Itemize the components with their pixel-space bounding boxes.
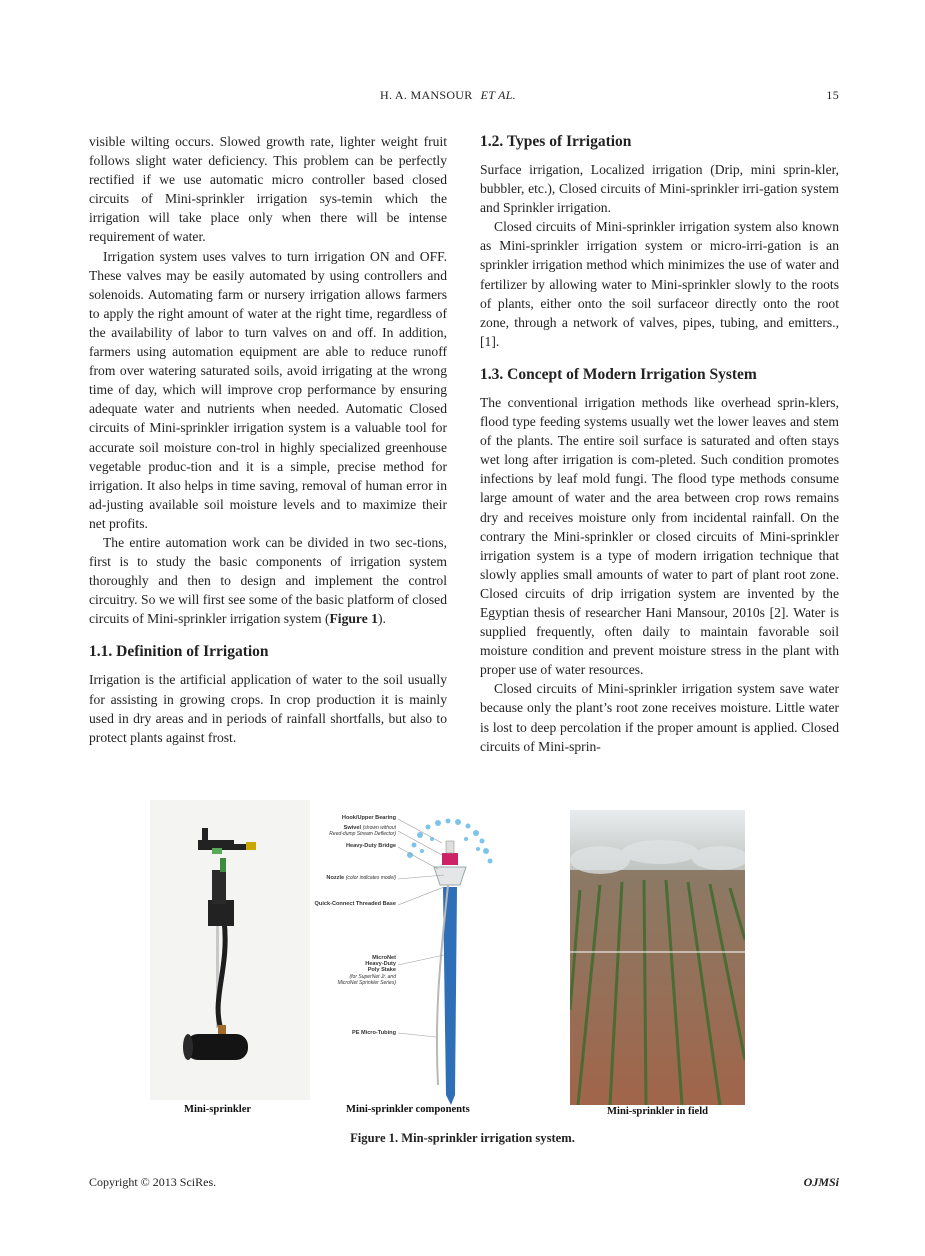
field-illustration <box>570 810 745 1105</box>
paragraph: Closed circuits of Mini-sprinkler irrigation system also known as Mini-sprinkler irrigation system or micro-irri-gation is an sprinkler irrigation method which minimizes the use of water and fertilizer by allowing water to Mini-sprinkler slowly to the roots of plants, either onto the soil surfaceor directly onto the root zone, through a network of valves, pipes, tubing, and emitters., [1]. <box>480 219 839 349</box>
paragraph: Irrigation is the artificial application of water to the soil usually for assisting in growing crops. In crop production it is mainly used in dry areas and in periods of rainfall shortfalls, but also to protect plants against frost. <box>89 672 447 745</box>
paragraph: Irrigation system uses valves to turn irrigation ON and OFF. These valves may be easily automated by using controllers and solenoids. Automating farm or nursery irrigation allows farmers to apply the right amount of water at the right time, regardless of the availability of labor to turn valves on and off. In addition, farmers using automation equipment are able to reduce runoff from over watering saturated soils, avoid irrigating at the wrong time of day, which will improve crop performance by ensuring adequate water and nutrients when needed. Automatic Closed circuits of Mini-sprinkler irrigation system is a valuable tool for accurate soil moisture con-trol in highly specialized greenhouse vegetable produc-tion and it is a simple, precise method for irrigation. It also helps in time saving, removal of human error in ad-justing available soil moisture levels and to maximize their net profits. <box>89 248 447 531</box>
callout-quick-connect-threaded-base: Quick-Connect Threaded Base <box>314 901 396 907</box>
callout-swivel: Swivel (shown without Reed-dump Stream Deflector) <box>329 825 396 838</box>
page-number: 15 <box>826 88 839 102</box>
paragraph: The conventional irrigation methods like overhead sprin-klers, flood type feeding systems usually wet the lower leaves and stem of the plants. The entire soil surface is saturated and often stays wet long after irrigation is com-pleted. Such condition promotes infections by leaf mold fungi. The flood type methods consume large amount of water and the area between crop rows remains dry and receives moisture only from incidental rainfall. On the contrary the Mini-sprinkler or closed circuits of Mini-sprinkler irrigation system is a type of modern irrigation technique that slowly applies small amounts of water to part of plant root zone. Closed circuits of drip irrigation system are invented by the Egyptian thesis of researcher Hani Mansour, 2010s [2]. Water is supplied frequently, often daily to maintain favorable soil moisture condition and prevent moisture stress in the plant with proper use of water resources. <box>480 394 839 678</box>
header-authors: H. A. MANSOUR ET AL. <box>380 88 516 102</box>
mini-sprinkler-illustration <box>150 800 310 1100</box>
paragraph: Surface irrigation, Localized irrigation (Drip, mini sprin-kler, bubbler, etc.), Closed circuits of Mini-sprinkler irri-gation system and Sprinkler irrigation. <box>480 162 839 216</box>
mini-sprinkler-photo <box>150 800 310 1100</box>
sublabel-components: Mini-sprinkler components <box>346 1104 470 1115</box>
header-et-al: ET AL. <box>480 88 516 102</box>
callout-hook-upper-bearing: Hook/Upper Bearing <box>341 815 396 821</box>
footer-copyright: Copyright © 2013 SciRes. <box>89 1175 217 1189</box>
footer-journal: OJMSi <box>803 1175 839 1189</box>
section-heading: 1.2. Types of Irrigation <box>480 133 632 150</box>
figure-1 <box>150 800 770 1117</box>
section-heading: 1.1. Definition of Irrigation <box>89 643 269 661</box>
figure-caption: Figure 1. Min-sprinkler irrigation system. <box>350 1131 575 1145</box>
callout-nozzle: Nozzle (color indicates model) <box>326 875 396 881</box>
paragraph: Closed circuits of Mini-sprinkler irrigation system save water because only the plant’s root zone receives moisture. Little water is lost to deep percolation if the proper amount is applied. Closed circuits of Mini-sprin- <box>480 681 839 754</box>
paragraph: visible wilting occurs. Slowed growth rate, lighter weight fruit follows slight water deficiency. This problem can be perfectly rectified if we use automatic micro controller based closed circuits of Mini-sprinkler irrigation sys-temin which the irrigation will take place only when there will be intense requirement of water. <box>89 134 447 245</box>
callout-heavy-duty-bridge: Heavy-Duty Bridge <box>345 843 396 849</box>
mini-sprinkler-field-photo <box>570 810 745 1105</box>
mini-sprinkler-components-diagram <box>310 805 565 1105</box>
left-column <box>89 132 447 747</box>
sublabel-field: Mini-sprinkler in field <box>607 1106 709 1117</box>
figure-reference: Figure 1 <box>329 611 378 627</box>
callout-pe-micro-tubing: PE Micro-Tubing <box>351 1030 396 1036</box>
callout-micronet-poly-stake: MicroNet Heavy-Duty Poly Stake (for SuperNet Jr. and MicroNet Sprinkler Series) <box>337 955 396 986</box>
sublabel-mini-sprinkler: Mini-sprinkler <box>184 1104 252 1115</box>
paragraph: The entire automation work can be divided in two sec-tions, first is to study the basic components of irrigation system thoroughly and then to design and implement the control circuitry. So we will first see some of the basic platform of closed circuits of Mini-sprinkler irrigation system (Figure 1). <box>89 534 447 627</box>
right-column <box>480 132 839 756</box>
section-heading: 1.3. Concept of Modern Irrigation System <box>480 365 757 383</box>
